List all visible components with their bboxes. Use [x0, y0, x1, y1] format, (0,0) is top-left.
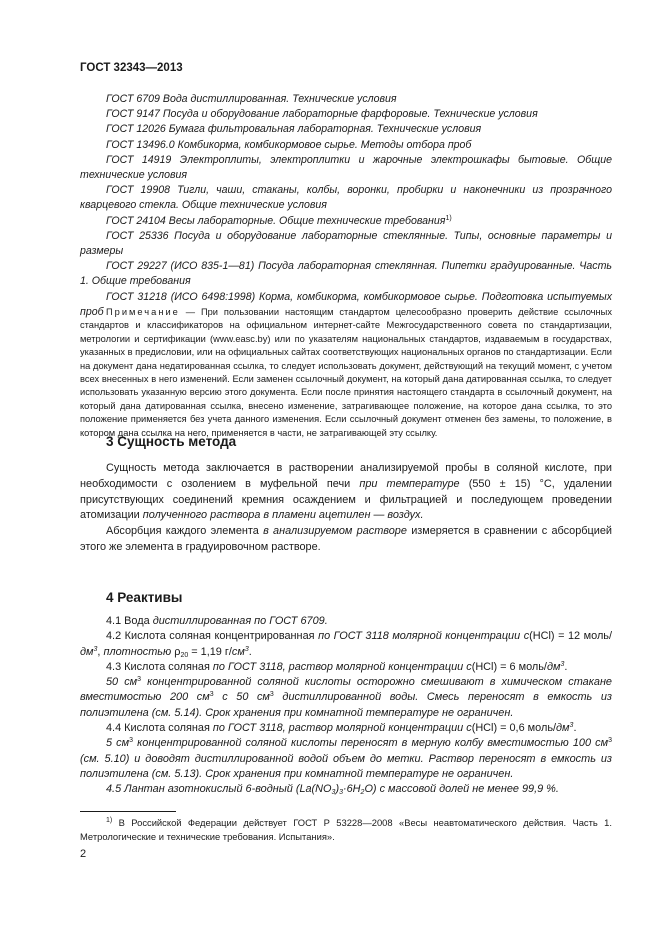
text: дистиллированная по ГОСТ 6709. [152, 615, 328, 627]
item-4-5 [80, 782, 612, 797]
reference-item: ГОСТ 19908 Тигли, чаши, стаканы, колбы, воронки, пробирки и наконечники из прозрачного кварцевого стекла. Общие технические условия [80, 184, 612, 212]
item-4-3 [80, 660, 612, 675]
text: , [97, 645, 104, 658]
text: c [466, 660, 472, 673]
paragraph [80, 461, 612, 524]
item-4-3-procedure [80, 675, 612, 721]
text: O) с массовой долей не менее 99,9 %. [364, 783, 559, 796]
item-4-4 [80, 721, 612, 736]
text: дистиллированной воды. Смесь переносят в емкость из полиэтилена (см. 5.14). Срок хранения при комнатной температуре не ограничен. [80, 691, 612, 719]
sub: 2 [360, 789, 365, 797]
item-4-2 [80, 629, 612, 660]
text: полученного раствора в пламени ацетилен — воздух. [142, 509, 424, 522]
note-paragraph [80, 306, 612, 440]
text: концентрированной соляной кислоты осторожно смешивают в химическом стакане вместимостью 200 см [80, 676, 612, 704]
reference-item: ГОСТ 25336 Посуда и оборудование лабораторные стеклянные. Типы, основные параметры и размеры [80, 229, 612, 258]
text: (550 ± 15) °С, удалении присутствующих соединений кремния осаждением и фильтрацией и последующем проведении атомизации [80, 477, 612, 522]
reference-item: ГОСТ 29227 (ИСО 835-1—81) Посуда лабораторная стеклянная. Пипетки градуированные. Часть 1. Общие требования [80, 260, 612, 288]
sup: 3 [137, 676, 142, 684]
text: по ГОСТ 3118 молярной концентрации [318, 630, 524, 643]
text: = 1,19 г/ [188, 645, 232, 658]
sup: 3 [93, 645, 98, 653]
page-number: 2 [80, 848, 87, 860]
footnote [80, 816, 612, 843]
normative-references-list [80, 92, 612, 320]
reference-text: ГОСТ 24104 Весы лабораторные. Общие технические требования [106, 214, 446, 227]
text: (см. 5.10) и доводят дистиллированной водой объем до метки. Раствор переносят в емкость из полиэтилена (см. 5.13). Срок хранения при комнатной температуре не ограничен. [80, 752, 612, 780]
text: ·6H [342, 783, 361, 796]
sub: 20 [180, 651, 189, 659]
sup: 3 [569, 722, 574, 730]
text: 4.2 Кислота соляная концентрированная [106, 630, 319, 643]
text: Абсорбция каждого элемента [106, 525, 264, 538]
text: 4.3 Кислота соляная [106, 660, 213, 673]
sup: 3 [129, 737, 133, 745]
reference-item: ГОСТ 14919 Электроплиты, электроплитки и жарочные электрошкафы бытовые. Общие технические условия [80, 153, 612, 182]
section-4-body [80, 614, 612, 798]
text: 5 см [106, 737, 130, 750]
text: 4.4 Кислота соляная [106, 722, 213, 735]
sub: 3 [331, 789, 336, 797]
text: (HCl) = 0,6 моль/ [471, 722, 557, 735]
footnote-divider [80, 811, 176, 812]
reference-item [80, 214, 612, 229]
text: дм [546, 660, 561, 673]
sup: 3 [608, 737, 612, 745]
reference-item: ГОСТ 9147 Посуда и оборудование лабораторные фарфоровые. Технические условия [106, 108, 538, 121]
item-4-4-procedure [80, 736, 612, 782]
note-block [80, 306, 612, 440]
text: дм [556, 722, 570, 735]
text: концентрированной соляной кислоты переносят в мерную колбу вместимостью 100 см [133, 737, 609, 750]
text: в анализируемом растворе [263, 525, 407, 538]
text: при температуре [359, 477, 460, 490]
text: c [523, 630, 530, 643]
text: 4.5 Лантан азотнокислый 6-водный (La(NO [106, 783, 332, 796]
sub: 3 [339, 789, 343, 797]
sup: 3 [269, 691, 274, 699]
text: ρ [174, 645, 181, 658]
footnote-mark: 1) [106, 817, 113, 824]
text: . [564, 660, 568, 673]
paragraph [80, 524, 612, 556]
text: см [231, 645, 245, 658]
text: (HCl) = 12 моль/ [529, 630, 612, 643]
item-4-1 [80, 614, 612, 629]
sup: 3 [209, 691, 214, 699]
text: . [573, 722, 577, 735]
footnote-paragraph [80, 816, 612, 843]
text: (HCl) = 6 моль/ [471, 660, 547, 673]
text: c [466, 722, 472, 735]
footnote-text: В Российской Федерации действует ГОСТ Р 53228—2008 «Весы неавтоматического действия. Часть 1. Метрологические и технические требования. Испытания». [80, 817, 612, 842]
note-text: — При пользовании настоящим стандартом целесообразно проверить действие ссылочных стандартов и классификаторов на официальном интернет-сайте Межгосударственного совета по стандартизации, метрологии и сертификации (www.easc.by) или по указателям национальных стандартов, издаваемым в государствах, указанных в предисловии, или на официальных сайтах соответствующих национальных органов по стандартизации. Если на документ дана недатированная ссылка, то следует использовать документ, действующий на текущий момент, с учетом всех внесенных в него изменений. Если заменен ссылочный документ, на который дана датированная ссылка, то следует использовать указанную версию этого документа. Если после принятия настоящего стандарта в ссылочный документ, на который дана датированная ссылка, внесено изменение, затрагивающее положение, на которое дана ссылка, то это положение применяется без учета данного изменения. Если ссылочный документ отменен без замены, то положение, в котором дана ссылка на него, применяется в части, не затрагивающей эту ссылку. [80, 307, 612, 438]
text: по ГОСТ 3118, раствор молярной концентрации [212, 660, 467, 673]
text: дм [80, 645, 94, 658]
section-4-heading: 4 Реактивы [106, 590, 183, 605]
text: ) [335, 783, 340, 796]
section-3-body [80, 461, 612, 556]
sup: 3 [244, 645, 249, 653]
text: Сущность метода заключается в растворении анализируемой пробы в соляной кислоте, при необходимости с озолением в муфельной печи [80, 462, 612, 490]
text: 4.1 Вода [106, 615, 153, 627]
note-label: Примечание [106, 307, 180, 317]
text: с 50 см [213, 691, 270, 704]
text: плотностью [103, 645, 175, 658]
text: по ГОСТ 3118, раствор молярной концентрации [212, 722, 467, 735]
running-header: ГОСТ 32343—2013 [80, 62, 183, 74]
reference-item: ГОСТ 6709 Вода дистиллированная. Технические условия [106, 93, 397, 105]
reference-item: ГОСТ 13496.0 Комбикорма, комбикормовое сырье. Методы отбора проб [106, 138, 472, 151]
reference-item: ГОСТ 12026 Бумага фильтровальная лабораторная. Технические условия [106, 123, 482, 136]
sup: 3 [560, 660, 565, 668]
footnote-marker: 1) [445, 214, 452, 222]
reference-item: ГОСТ 31218 (ИСО 6498:1998) Корма, комбикорма, комбикормовое сырье. Подготовка испытуемых проб [80, 290, 612, 318]
text: измеряется в сравнении с абсорбцией этого же элемента в градуировочном растворе. [80, 525, 612, 553]
section-3-heading: 3 Сущность метода [106, 434, 237, 449]
text: . [248, 645, 252, 658]
text: 50 см [106, 676, 138, 689]
